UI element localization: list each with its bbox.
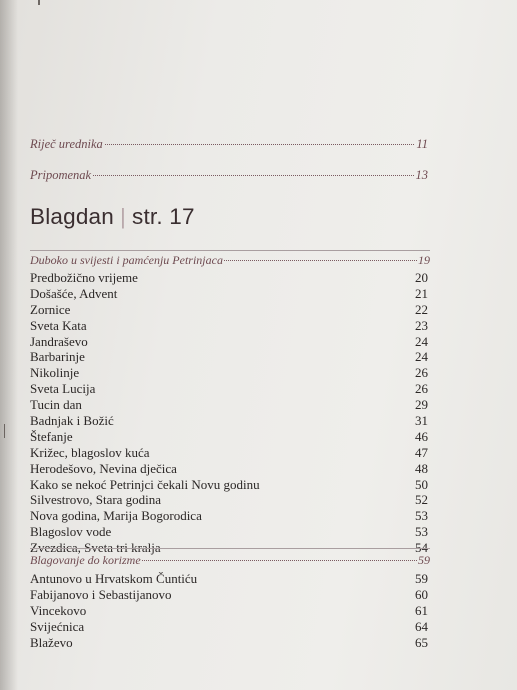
section-heading xyxy=(30,204,195,230)
toc-entry-page: 53 xyxy=(415,508,428,524)
corner-mark xyxy=(38,0,40,5)
toc-entry-title: Badnjak i Božić xyxy=(30,413,114,429)
list-item xyxy=(30,603,428,619)
list-item xyxy=(30,349,428,365)
list-item xyxy=(30,635,428,651)
toc-entry-page: 26 xyxy=(415,365,428,381)
toc-entry-title: Blaževo xyxy=(30,634,73,650)
toc-entry-page: 26 xyxy=(415,381,428,397)
toc-entry-title: Nova godina, Marija Bogorodica xyxy=(30,508,202,524)
toc-intro-entry xyxy=(30,137,428,152)
toc-entry-page: 48 xyxy=(415,460,428,476)
list-item xyxy=(30,524,428,540)
subsection-page: 19 xyxy=(418,253,430,267)
toc-entry-title: Predbožično vrijeme xyxy=(30,270,138,285)
toc-entry-title: Svijećnica xyxy=(30,618,85,634)
toc-entry-title: Nikolinje xyxy=(30,365,80,381)
list-item xyxy=(30,270,428,286)
list-item xyxy=(30,413,428,429)
toc-entry-page: 31 xyxy=(415,413,428,429)
dot-leader xyxy=(93,175,413,176)
toc-entry-title: Fabijanovo i Sebastijanovo xyxy=(30,586,172,602)
toc-entry-page: 21 xyxy=(415,285,428,301)
subsection-title: Duboko u svijesti i pamćenju Petrinjaca xyxy=(30,253,223,267)
toc-entry-list xyxy=(30,571,428,650)
list-item xyxy=(30,445,428,461)
list-item xyxy=(30,286,428,302)
toc-entry-title: Antunovo u Hrvatskom Čuntiću xyxy=(30,571,198,586)
list-item xyxy=(30,619,428,635)
section-page-label: str. 17 xyxy=(132,204,195,229)
list-item xyxy=(30,429,428,445)
list-item xyxy=(30,381,428,397)
toc-entry-title: Barbarinje xyxy=(30,349,85,365)
subsection-rule xyxy=(30,548,430,549)
toc-entry-page: 53 xyxy=(415,524,428,540)
toc-entry-title: Herodešovo, Nevina dječica xyxy=(30,460,177,476)
toc-entry-page: 65 xyxy=(415,634,428,650)
dot-leader xyxy=(142,560,417,561)
toc-entry-title: Došašće, Advent xyxy=(30,285,118,301)
section-name: Blagdan xyxy=(30,204,114,229)
subsection-title: Blagovanje do korizme xyxy=(30,553,141,567)
toc-entry-page: 61 xyxy=(415,602,428,618)
toc-entry-title: Sveta Kata xyxy=(30,317,87,333)
toc-entry-page: 50 xyxy=(415,476,428,492)
toc-entry-page: 11 xyxy=(416,137,428,151)
toc-entry-page: 52 xyxy=(415,492,428,508)
toc-entry-page: 59 xyxy=(415,571,428,586)
list-item xyxy=(30,508,428,524)
toc-entry-page: 22 xyxy=(415,301,428,317)
toc-entry-title: Štefanje xyxy=(30,428,73,444)
spine-shadow xyxy=(0,0,18,690)
list-item xyxy=(30,492,428,508)
list-item xyxy=(30,461,428,477)
toc-entry-list xyxy=(30,270,428,556)
list-item xyxy=(30,318,428,334)
toc-entry-page: 46 xyxy=(415,428,428,444)
toc-entry-title: Vincekovo xyxy=(30,602,87,618)
toc-entry-page: 23 xyxy=(415,317,428,333)
toc-entry-title: Riječ urednika xyxy=(30,137,103,151)
toc-entry-page: 64 xyxy=(415,618,428,634)
toc-intro-entry xyxy=(30,168,428,183)
dot-leader xyxy=(105,144,415,145)
toc-entry-title: Križec, blagoslov kuća xyxy=(30,444,150,460)
toc-subsection-heading xyxy=(30,253,430,268)
list-item xyxy=(30,365,428,381)
toc-entry-title: Zvezdica, Sveta tri kralja xyxy=(30,540,161,556)
toc-entry-title: Jandraševo xyxy=(30,333,88,349)
toc-entry-page: 60 xyxy=(415,586,428,602)
toc-entry-title: Pripomenak xyxy=(30,168,92,182)
list-item xyxy=(30,397,428,413)
dot-leader xyxy=(224,260,417,261)
toc-entry-title: Blagoslov vode xyxy=(30,524,112,540)
toc-entry-page: 24 xyxy=(415,333,428,349)
list-item xyxy=(30,334,428,350)
toc-entry-title: Sveta Lucija xyxy=(30,381,96,397)
section-rule xyxy=(30,250,430,251)
toc-entry-title: Tucin dan xyxy=(30,397,82,413)
toc-entry-title: Silvestrovo, Stara godina xyxy=(30,492,162,508)
list-item xyxy=(30,302,428,318)
subsection-page: 59 xyxy=(418,553,430,567)
list-item xyxy=(30,587,428,603)
toc-entry-page: 20 xyxy=(415,270,428,285)
toc-entry-title: Kako se nekoć Petrinjci čekali Novu godinu xyxy=(30,476,260,492)
toc-entry-page: 47 xyxy=(415,444,428,460)
list-item xyxy=(30,571,428,587)
toc-entry-page: 29 xyxy=(415,397,428,413)
section-separator: | xyxy=(119,204,127,229)
list-item xyxy=(30,477,428,493)
margin-mark xyxy=(4,424,9,438)
toc-entry-title: Zornice xyxy=(30,301,71,317)
toc-entry-page: 24 xyxy=(415,349,428,365)
toc-entry-page: 13 xyxy=(415,168,428,182)
toc-entry-page: 54 xyxy=(415,540,428,556)
toc-subsection-heading xyxy=(30,553,430,568)
